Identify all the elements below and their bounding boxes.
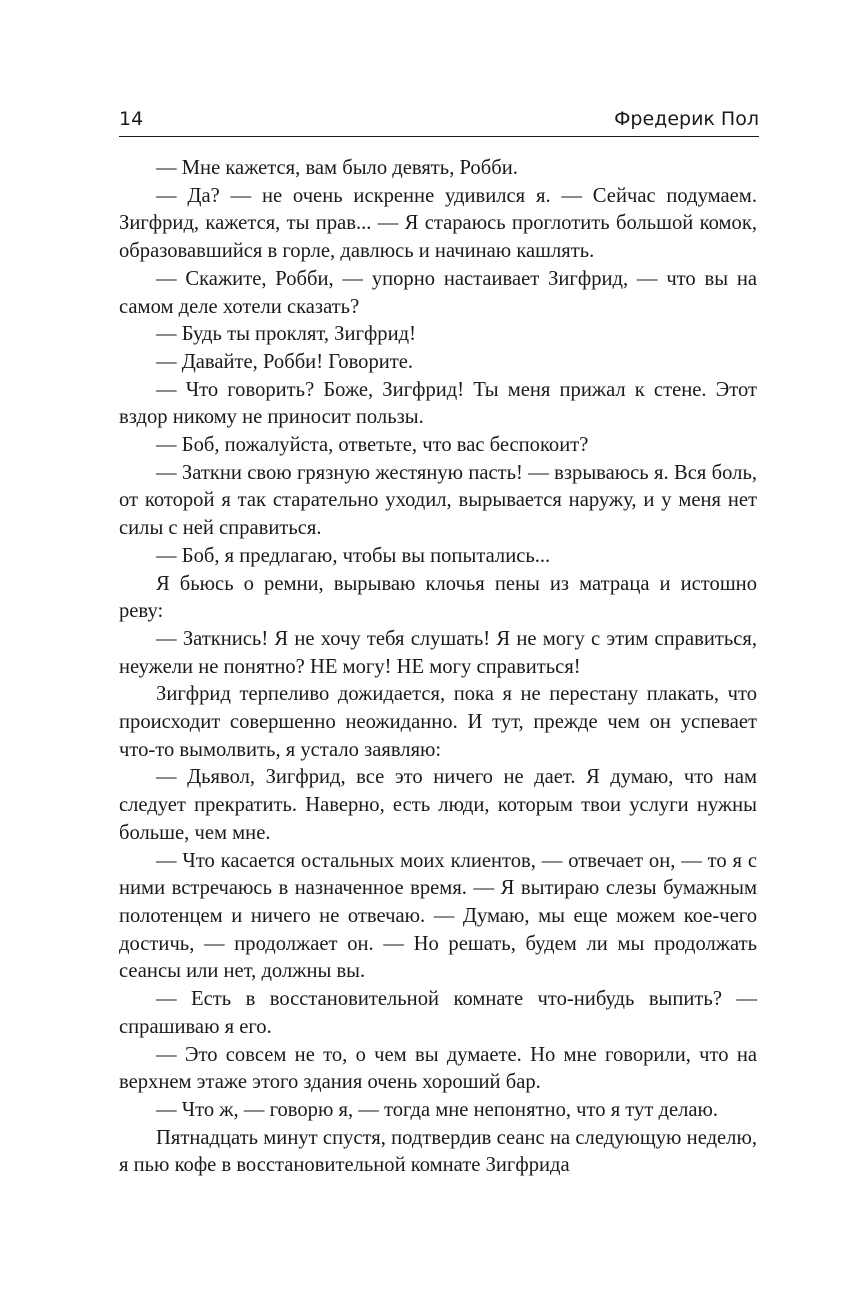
paragraph: — Это совсем не то, о чем вы думаете. Но мне говорили, что на верхнем этаже этого здания очень хороший бар. (119, 1043, 757, 1094)
author-name: Фредерик Пол (614, 108, 759, 130)
paragraph: Я бьюсь о ремни, вырываю клочья пены из матраца и истошно реву: (119, 572, 757, 623)
paragraph: — Будь ты проклят, Зигфрид! (156, 323, 416, 346)
body-text (119, 155, 757, 1180)
paragraph: — Что говорить? Боже, Зигфрид! Ты меня прижал к стене. Этот вздор никому не приносит пользы. (119, 378, 757, 429)
paragraph: — Заткнись! Я не хочу тебя слушать! Я не могу с этим справиться, неужели не понятно? НЕ могу! НЕ могу справиться! (119, 627, 757, 678)
page-number: 14 (119, 108, 144, 130)
paragraph: — Что ж, — говорю я, — тогда мне непонятно, что я тут делаю. (156, 1098, 719, 1121)
paragraph: — Скажите, Робби, — упорно настаивает Зигфрид, — что вы на самом деле хотели сказать? (119, 267, 757, 318)
paragraph: — Есть в восстановительной комнате что-нибудь выпить? — спрашиваю я его. (119, 988, 757, 1038)
paragraph: — Мне кажется, вам было девять, Робби. (156, 157, 518, 179)
paragraph: — Что касается остальных моих клиентов, — отвечает он, — то я с ними встречаюсь в назначенное время. — Я вытираю слезы бумажным полотенцем и ничего не отвечаю. — Думаю, мы еще можем кое-чего достичь, — продолжает он. — Но решать, будем ли мы продолжать сеансы или нет, должны вы. (119, 849, 757, 983)
paragraph: — Дьявол, Зигфрид, все это ничего не дает. Я думаю, что нам следует прекратить. Наверно, есть люди, которым твои услуги нужны больше, чем мне. (119, 766, 757, 844)
paragraph: — Давайте, Робби! Говорите. (156, 350, 414, 373)
paragraph: — Боб, пожалуйста, ответьте, что вас беспокоит? (156, 434, 589, 457)
paragraph: — Заткни свою грязную жестяную пасть! — взрываюсь я. Вся боль, от которой я так старательно уходил, вырывается наружу, и у меня нет силы с ней справиться. (119, 461, 757, 540)
paragraph: Зигфрид терпеливо дожидается, пока я не перестану плакать, что происходит совершенно неожиданно. И тут, прежде чем он успевает что-то вымолвить, я устало заявляю: (119, 683, 757, 761)
paragraph: Пятнадцать минут спустя, подтвердив сеанс на следующую неделю, я пью кофе в восстановительной комнате Зигфрида (119, 1126, 757, 1177)
paragraph: — Боб, я предлагаю, чтобы вы попытались... (156, 544, 551, 567)
running-header (119, 104, 759, 137)
paragraph: — Да? — не очень искренне удивился я. — Сейчас подумаем. Зигфрид, кажется, ты прав... — Я стараюсь проглотить большой комок, образовавшийся в горле, давлюсь и начинаю кашлять. (119, 184, 757, 263)
